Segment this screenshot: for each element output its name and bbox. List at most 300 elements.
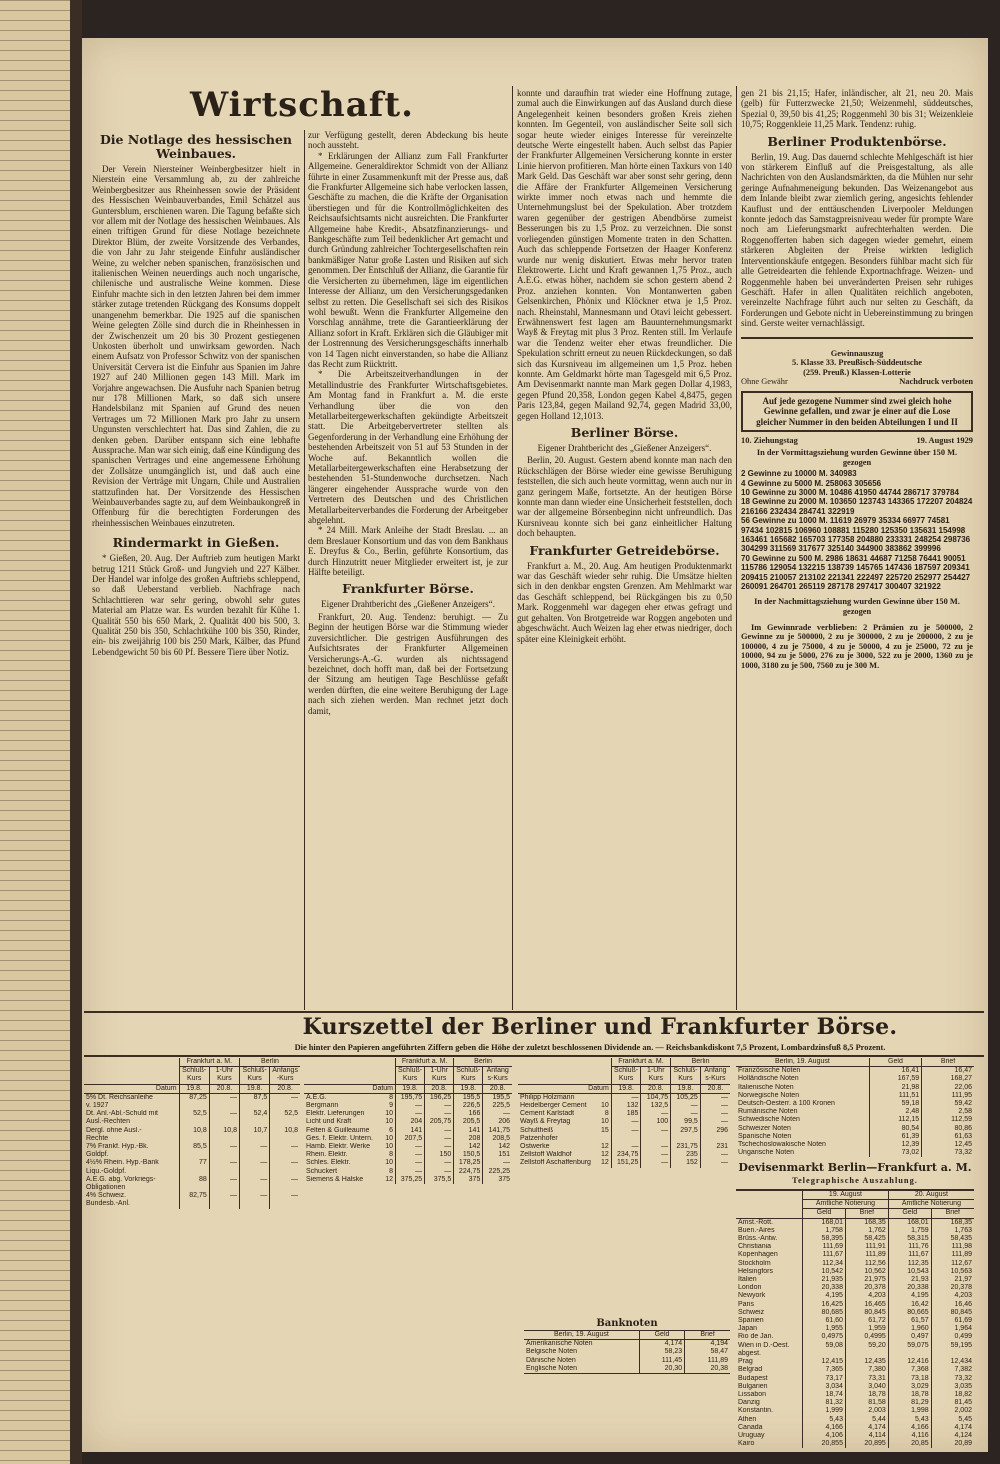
quote-value: 61,63 (922, 1133, 974, 1141)
quote-value: 10,8 (270, 1127, 300, 1143)
quote-value: 375 (454, 1176, 483, 1184)
table-row (736, 1133, 974, 1141)
header-date: 20.8. (209, 1084, 239, 1093)
quote-value: 111,45 (639, 1357, 684, 1365)
header-date: 19.8. (396, 1084, 425, 1093)
table-row (518, 1093, 730, 1102)
table-row (524, 1365, 730, 1374)
quote-value: — (611, 1127, 641, 1143)
table-row (304, 1127, 512, 1135)
quote-value: 208 (454, 1135, 483, 1143)
quote-value: 142 (454, 1143, 483, 1151)
rate-value: 21,97 (931, 1276, 974, 1284)
quote-value: 87,25 (179, 1093, 209, 1110)
quote-value: — (641, 1127, 671, 1143)
article-continuation: zur Verfügung gestellt, deren Abdeckung bis heute noch aussteht. (308, 130, 508, 151)
table-row (518, 1159, 730, 1167)
table-row (736, 1227, 974, 1235)
security-name: 7% Frankf. Hyp.-Bk. Goldpf. (86, 1143, 149, 1159)
quote-value: — (209, 1143, 239, 1159)
lottery-class: 5. Klasse 33. Preußisch-Süddeutsche (792, 358, 922, 368)
quote-value: 10,8 (179, 1127, 209, 1143)
quote-value: 10,8 (209, 1127, 239, 1143)
security-name: Ges. f. Elektr. Untern. (306, 1134, 373, 1142)
header-datum: Datum (518, 1084, 611, 1093)
morning-draw-heading: In der Vormittagsziehung wurden Gewinne über 150 M. gezogen (756, 448, 958, 467)
quote-value: — (270, 1176, 300, 1192)
table-row (524, 1340, 730, 1349)
rate-value: 1,964 (931, 1325, 974, 1333)
lottery-notice-box: Auf jede gezogene Nummer sind zwei gleich hohe Gewinne gefallen, und zwar je einer auf die Lose gleicher Nummer in den beiden Abteilungen I und II (741, 391, 973, 433)
security-name: Zellstoff Aschaffenburg (520, 1159, 591, 1167)
banknoten-table (524, 1330, 730, 1374)
dividend: 12 (600, 1151, 609, 1159)
table-row (304, 1118, 512, 1126)
quote-value: 132 (611, 1102, 641, 1110)
dividend: 10 (385, 1159, 394, 1167)
rate-value: 12,435 (845, 1358, 888, 1366)
rate-value: 5,44 (845, 1416, 888, 1424)
header-cell: Geld (869, 1058, 921, 1067)
table-row (736, 1284, 974, 1292)
security-name: Wayß & Freytag (520, 1118, 571, 1126)
blank-header (518, 1058, 611, 1084)
header-cell: Brief (685, 1331, 730, 1340)
rate-value: 12,434 (931, 1358, 974, 1366)
table-row (736, 1391, 974, 1399)
table-row (736, 1251, 974, 1259)
article-berliner-boerse: Berlin, 20. August. Gestern abend konnte man nach den Rückschlägen der Börse wieder eine gewisse Beruhigung feststellen, die sich auch heute vormittag, wenn auch nur in ganz geringem Maße, fortsetzte. An der heutigen Börse konnte man dann wieder eine Unsicherheit feststellen, doch war der allgemeine Börsenbeginn nicht unfreundlich. Das Kursniveau konnte sich bei ganz einheitlicher Haltung doch behaupten. (517, 455, 732, 539)
header-date: 19.8. (240, 1084, 270, 1093)
quote-value: 61,39 (869, 1133, 921, 1141)
stock-table-electrics (304, 1058, 512, 1184)
quote-value: 10,7 (240, 1127, 270, 1143)
header-date: 20.8. (270, 1084, 300, 1093)
table-row (736, 1067, 974, 1076)
table-row (524, 1348, 730, 1356)
table-row (84, 1143, 300, 1159)
rate-value: 1,960 (888, 1325, 931, 1333)
header-datum: Datum (84, 1084, 179, 1093)
quote-value: 16,41 (869, 1067, 921, 1076)
table-row (736, 1416, 974, 1424)
row-label: Englische Noten (526, 1364, 577, 1372)
security-name: Heidelberger Cement (520, 1102, 587, 1110)
rate-value: 20,338 (803, 1284, 846, 1292)
rate-value: 168,35 (931, 1218, 974, 1227)
quote-value: 150 (425, 1151, 454, 1159)
rate-value: 0,497 (888, 1333, 931, 1341)
dividend: 15 (600, 1126, 609, 1134)
rate-value: 112,56 (845, 1260, 888, 1268)
headline-weinbau: Die Notlage des hessischen Weinbaues. (99, 132, 293, 161)
quote-value: — (700, 1093, 730, 1102)
lottery-divider (741, 337, 973, 339)
security-name: 4% Schweiz. Bundesb.-Anl. (86, 1192, 130, 1208)
quote-value: 207,5 (396, 1135, 425, 1143)
quote-value: 166 (454, 1110, 483, 1118)
rate-value: 20,338 (888, 1284, 931, 1292)
currency-place: Spanien (738, 1317, 764, 1325)
rate-value: 111,67 (888, 1251, 931, 1259)
header-day1: 19. August (803, 1190, 889, 1200)
quote-value: 225,25 (483, 1168, 512, 1176)
quote-value: — (270, 1093, 300, 1110)
rate-value: 4,166 (803, 1424, 846, 1432)
security-name: Rhein. Elektr. (306, 1151, 348, 1159)
dividend (162, 1176, 179, 1192)
currency-place: Paris (738, 1300, 754, 1308)
quote-value: 73,32 (922, 1149, 974, 1157)
rate-value: 5,43 (888, 1416, 931, 1424)
header-day2: 20. August (888, 1190, 974, 1200)
table-row (736, 1325, 974, 1333)
table-row (304, 1143, 512, 1151)
quote-value: 52,5 (270, 1110, 300, 1126)
quote-value: 12,45 (922, 1141, 974, 1149)
quote-value: 111,51 (869, 1092, 921, 1100)
header-row (524, 1331, 730, 1340)
header-geld-brief: Brief (845, 1209, 888, 1218)
stock-table-bonds (84, 1058, 300, 1209)
currency-place: Canada (738, 1423, 763, 1431)
header-row (304, 1058, 512, 1067)
rate-value: 21,935 (803, 1276, 846, 1284)
quote-value: 85,5 (179, 1143, 209, 1159)
table-row (736, 1342, 974, 1358)
security-name: 5% Dt. Reichsanleihe v. 1927 (86, 1093, 153, 1110)
rate-value: 7,380 (845, 1366, 888, 1374)
table-row (736, 1141, 974, 1149)
quote-value: 205,5 (454, 1118, 483, 1126)
headline-berliner-boerse: Berliner Börse. (570, 425, 679, 440)
quote-value: 151,25 (611, 1159, 641, 1167)
rate-value: 1,955 (803, 1325, 846, 1333)
quote-value: 167,59 (869, 1075, 921, 1083)
section-title: Wirtschaft. (190, 85, 414, 125)
article-metallindustrie: * Die Arbeitszeitverhandlungen in der Metallindustrie des Frankfurter Wirtschaftsgebietes. Am Montag fand in Frankfurt a. M. die erste Verhandlung über die von den Metallarbeitergewerkschaften gekündigte Arbeitszeit statt. Die Arbeitgebervertreter stellten als Gegenforderung in der Verhandlung eine Erhöhung der bestehenden Arbeitszeit von 51 auf 53 Stunden in der Woche auf. Bekanntlich wollen die Metallarbeitergewerkschaften eine Herabsetzung der bestehenden 51-Stundenwoche durchsetzen. Nach längerer eingehender Aussprache wurde von den Vertretern des Deutschen und des Christlichen Metallarbeiterverbandes die Forderung der Arbeitgeber abgelehnt. (308, 369, 508, 526)
rate-value: 18,82 (931, 1391, 974, 1399)
security-name: Felten & Guilleaume (306, 1126, 370, 1134)
quote-value: 16,47 (922, 1067, 974, 1076)
header-kurs: Schluß-Kurs (611, 1067, 641, 1084)
table-row (736, 1125, 974, 1133)
rate-value: 2,002 (931, 1407, 974, 1415)
row-label: Schweizer Noten (738, 1124, 791, 1132)
lottery-number-line: 10 Gewinne zu 3000 M. 10486 41950 44744 286717 379784 (741, 488, 959, 497)
dividend (162, 1192, 179, 1208)
dividend: 9 (389, 1102, 394, 1110)
quote-value: — (671, 1110, 701, 1118)
security-name: Ostwerke (520, 1143, 550, 1151)
binding-gutter (70, 0, 82, 1464)
rate-value: 4,195 (803, 1292, 846, 1300)
quote-value: 77 (179, 1159, 209, 1175)
currency-place: Danzig (738, 1399, 760, 1407)
lottery-number-line: 2 Gewinne zu 10000 M. 340983 (741, 469, 857, 479)
quote-value: — (611, 1143, 641, 1151)
row-label: Dänische Noten (526, 1356, 576, 1364)
rate-value: 1,959 (845, 1325, 888, 1333)
header-cell: Berlin, 19. August (524, 1331, 639, 1340)
quote-value: 99,5 (671, 1118, 701, 1126)
headline-getreideboerse: Frankfurter Getreidebörse. (529, 542, 720, 558)
table-row (304, 1151, 512, 1159)
row-label: Norwegische Noten (738, 1091, 800, 1099)
quote-value: 22,06 (922, 1084, 974, 1092)
quote-value: 52,4 (240, 1110, 270, 1126)
quote-value: — (671, 1102, 701, 1110)
header-row (736, 1190, 974, 1200)
quote-value: 195,5 (483, 1093, 512, 1102)
rate-value: 16,42 (888, 1301, 931, 1309)
rate-value: 59,08 (803, 1342, 846, 1358)
quote-value: — (425, 1102, 454, 1110)
security-name: A.E.G. abg. Vorkriegs-Obligationen (86, 1175, 156, 1192)
rate-value: 20,855 (803, 1440, 846, 1448)
quote-value: 82,75 (179, 1192, 209, 1208)
header-date: 19.8. (179, 1084, 209, 1093)
table-top-rule (84, 1055, 984, 1057)
remaining-prizes-text: Im Gewinnrade verblieben: 2 Prämien zu je 500000, 2 Gewinne zu je 500000, 2 zu je 300000, 2 zu je 200000, 2 zu je 100000, 4 zu je 75000, 4 zu je 50000, 4 zu je 25000, 72 zu je 10000, 94 zu je 5000, 276 zu je 3000, 522 zu je 2000, 1360 zu je 1000, 3180 zu je 500, 7560 zu je 300 M. (741, 622, 973, 671)
quote-value: 168,27 (922, 1075, 974, 1083)
quote-value: 2,48 (869, 1108, 921, 1116)
rate-value: 2,003 (845, 1407, 888, 1415)
currency-place: Athen (738, 1415, 757, 1423)
rate-value: 5,43 (803, 1416, 846, 1424)
quote-value: — (483, 1159, 512, 1167)
lottery-number-line: 18 Gewinne zu 2000 M. 103650 123743 143365 172207 204824 216166 232434 284741 322919 (741, 497, 973, 516)
currency-place: Italien (738, 1276, 757, 1284)
row-label: Französische Noten (738, 1067, 801, 1075)
quote-value: — (425, 1135, 454, 1143)
currency-place: Lissabon (738, 1390, 767, 1398)
table-row (518, 1143, 730, 1151)
rate-value: 59,20 (845, 1342, 888, 1358)
header-date: 19.8. (611, 1084, 641, 1093)
stock-table (84, 1058, 300, 1209)
rate-value: 0,499 (931, 1333, 974, 1341)
table-row (736, 1399, 974, 1407)
rate-value: 4,195 (888, 1292, 931, 1300)
row-label: Tschechoslowakische Noten (738, 1141, 826, 1149)
quote-value: 73,02 (869, 1149, 921, 1157)
quote-value: — (641, 1151, 671, 1159)
table-row (518, 1151, 730, 1159)
quote-value: 195,75 (396, 1093, 425, 1102)
rate-value: 4,106 (803, 1432, 846, 1440)
currency-place: Stockholm (738, 1259, 771, 1267)
rate-value: 1,763 (931, 1227, 974, 1235)
table-row (304, 1135, 512, 1143)
stock-table (518, 1058, 730, 1168)
rate-value: 61,72 (845, 1317, 888, 1325)
quote-value: — (700, 1159, 730, 1167)
header-date: 20.8. (700, 1084, 730, 1093)
quote-value: — (396, 1102, 425, 1110)
grain-prices: gen 21 bis 21,15; Hafer, inländischer, alt 21, neu 20. Mais (gelb) für Futterzwecke 21,50; Weizenmehl, süddeutsches, Spezial 0, 39,50 bis 41,25; Roggenmehl 30 bis 31; Weizenkleie 10,75; Roggenkleie 11,25 Mark. Tendenz: ruhig. (741, 88, 973, 130)
header-kurs: Schluß-Kurs (240, 1067, 270, 1084)
dividend: 8 (389, 1167, 394, 1175)
table-row (736, 1432, 974, 1440)
security-name: Schuckert (306, 1167, 338, 1175)
dividend: 6 (389, 1126, 394, 1134)
quote-value: — (396, 1143, 425, 1151)
table-row (736, 1317, 974, 1325)
quote-value: — (425, 1110, 454, 1118)
security-name: Licht und Kraft (306, 1118, 352, 1126)
rate-value: 168,01 (888, 1218, 931, 1227)
rate-value: 111,91 (845, 1243, 888, 1251)
rate-value: 16,425 (803, 1301, 846, 1309)
quote-value: 111,89 (685, 1357, 730, 1365)
security-name: Elektr. Lieferungen (306, 1110, 365, 1118)
row-label: Italienische Noten (738, 1083, 794, 1091)
table-row (736, 1424, 974, 1432)
dividend: 10 (385, 1134, 394, 1142)
currency-place: Wien in D.-Oest. abgest. (738, 1341, 790, 1357)
table-row (84, 1176, 300, 1192)
security-name: Hamb. Elektr. Werke (306, 1143, 371, 1151)
quote-value: 375,25 (396, 1176, 425, 1184)
dividend: 8 (389, 1151, 394, 1159)
header-row (84, 1058, 300, 1067)
header-berlin: Berlin (454, 1058, 512, 1067)
quote-value: 105,25 (671, 1093, 701, 1102)
security-name: Philipp Holzmann (520, 1093, 575, 1101)
security-name: 4½% Rhein. Hyp.-Bank Liqu.-Goldpf. (86, 1159, 159, 1175)
article-rindermarkt: * Gießen, 20. Aug. Der Auftrieb zum heutigen Markt betrug 1211 Stück Groß- und Jungvieh und 227 Kälber. Der Handel war infolge des großen Auftriebs schleppend, so daß Ueberstand verblieb. Nachfrage nach Schlachttieren war sehr gering, obwohl sehr gutes Material am Platze war. Es wurden bezahlt für Kühe 1. Qualität 550 bis 650 Mark, 2. Qualität 400 bis 500, 3. Qualität 250 bis 350, Schlachtkühe 100 bis 350, Rinder, ein- bis zweijährig 100 bis 250 Mark, Kälber, das Pfund Lebendgewicht 50 bis 60 Pf. Bessere Tiere über Notiz. (92, 553, 300, 657)
foreign-notes-table (736, 1058, 974, 1157)
header-kurs: Anfangs-Kurs (700, 1067, 730, 1084)
quote-value: — (240, 1159, 270, 1175)
security-name: Dergl. ohne Ausl.-Rechte (86, 1126, 142, 1142)
quote-value: — (240, 1176, 270, 1192)
rate-value: 61,60 (803, 1317, 846, 1325)
rate-value: 112,34 (803, 1260, 846, 1268)
article-boerse-continuation: konnte und daraufhin trat wieder eine Hoffnung zutage, zumal auch die Einwirkungen auf das Ausland durch diese Angelegenheit keinen besonders großen Kreis ziehen konnten. Im Gegenteil, von ausländischer Seite soll sich sogar heute wieder einiges Interesse für vereinzelte deutsche Werte eingestellt haben. Auch selbst das Papier der Frankfurter Allgemeinen Versicherung konnte in erster Linie hiervon profitieren. Man hörte einen Taxkurs von 140 Mark Geld. Das Geschäft war aber sonst sehr gering, denn die Affäre der Frankfurter Allgemeinen Versicherung wirkte immer noch etwas nach und hemmte die Unternehmungslust bei der Spekulation. Aber trotzdem waren gegenüber der gestrigen Abendbörse zumeist Besserungen bis zu 1,5 Proz. zu verzeichnen. Die sonst vorliegenden günstigen Momente traten in den Schatten. Auch das schleppende Fortsetzen der Haager Konferenz wurde nur wenig diskutiert. Etwas mehr hervor traten Elektrowerte. Licht und Kraft gewannen 1,75 Proz., auch A.E.G. etwas höher, nachdem sie schon gestern abend 2 Proz. anziehen konnten. Von Montanwerten gaben Gelsenkirchen, Phönix und Klöckner etwa je 1,5 Proz. nach. Rheinstahl, Mannesmann und Otavi leicht gebessert. Erwähnenswert fest lagen am Bauunternehmungsmarkt Wayß & Freytag mit plus 3 Proz. Renten still. Im Verlaufe war die Tendenz weiter eher etwas freundlicher. Die Spekulation schritt erneut zu neuen Rückdeckungen, so daß sich das Kursniveau im allgemeinen um 1,5 Proz. heben konnte. Am Geldmarkt hörte man Tagesgeld mit 6,5 Proz. Am Devisenmarkt nannte man Mark gegen Dollar 4,1983, gegen Pfund 20,358, London gegen Kabel 4,8475, gegen Paris 123,84, gegen Mailand 92,74, gegen Madrid 33,00, gegen Holland 12,1013. (517, 88, 732, 421)
dividend: 10 (385, 1118, 394, 1126)
security-name: Schultheiß Patzenhofer (520, 1126, 558, 1142)
quote-value: — (611, 1093, 641, 1102)
table-row (84, 1159, 300, 1175)
lottery-title: Gewinnauszug (830, 348, 884, 358)
morning-draw-numbers (741, 469, 973, 591)
header-kurs: 1-Uhr Kurs (209, 1067, 239, 1084)
table-row (736, 1375, 974, 1383)
quote-value: — (209, 1093, 239, 1110)
header-kurs: 1-Uhr Kurs (425, 1067, 454, 1084)
rate-value: 1,758 (803, 1227, 846, 1235)
currency-place: Brüss.-Antw. (738, 1235, 778, 1243)
rate-value: 10,543 (888, 1268, 931, 1276)
date-row (304, 1084, 512, 1093)
dividend (594, 1093, 611, 1102)
dividend: 10 (600, 1118, 609, 1126)
draw-date: 19. August 1929 (916, 436, 973, 446)
table-row (736, 1440, 974, 1448)
table-row (84, 1192, 300, 1208)
column-rule (736, 86, 737, 1010)
rate-value: 7,365 (803, 1366, 846, 1374)
lottery-name: (259. Preuß.) Klassen-Lotterie (803, 367, 911, 377)
table-row (736, 1301, 974, 1309)
column-1 (92, 128, 300, 657)
header-berlin: Berlin (240, 1058, 301, 1067)
rate-value: 73,31 (845, 1375, 888, 1383)
currency-place: Prag (738, 1358, 753, 1366)
quote-value: — (700, 1102, 730, 1110)
rate-value: 4,114 (845, 1432, 888, 1440)
table-row (304, 1159, 512, 1167)
rate-value: 4,174 (845, 1424, 888, 1432)
column-rule (304, 130, 305, 1010)
dividend: 10 (385, 1143, 394, 1151)
quote-value: 204 (396, 1118, 425, 1126)
rate-value: 3,035 (931, 1383, 974, 1391)
rate-value: 1,759 (888, 1227, 931, 1235)
rate-value: 4,124 (931, 1432, 974, 1440)
banknotes-table-block (736, 1058, 974, 1448)
stock-table (304, 1058, 512, 1184)
currency-place: Helsingfors (738, 1267, 774, 1275)
table-row (736, 1268, 974, 1276)
stock-table-industrials (518, 1058, 730, 1168)
rate-value: 21,975 (845, 1276, 888, 1284)
article-getreideboerse: Frankfurt a. M., 20. Aug. Am heutigen Produktenmarkt war das Geschäft wieder sehr ruhig. Die Umsätze hielten sich in den denkbar engsten Grenzen. Am Mehlmarkt war das Geschäft schleppend, bei Rückgängen bis zu 0,50 Mark. Roggenmehl war dagegen eher etwas gefragt und gut gehalten. Von Brotgetreide war Roggen angeboten und abgeschwächt. Auch Weizen lag eher etwas niedriger, doch später eine Kleinigkeit erhöht. (517, 560, 732, 644)
headline-produktenboerse: Berliner Produktenbörse. (767, 133, 947, 149)
column-2 (308, 130, 508, 716)
rate-value: 4,203 (845, 1292, 888, 1300)
header-berlin: Berlin (671, 1058, 730, 1067)
rate-value: 80,845 (845, 1309, 888, 1317)
rate-value: 0,4975 (803, 1333, 846, 1341)
devisen-title: Devisenmarkt Berlin—Frankfurt a. M. (738, 1161, 972, 1175)
quote-value: — (209, 1159, 239, 1175)
header-official: Amtliche Notierung (888, 1200, 974, 1209)
draw-day: 10. Ziehungstag (741, 436, 798, 446)
currency-place: Newyork (738, 1292, 766, 1300)
header-geld-brief: Geld (803, 1209, 846, 1218)
row-label: Deutsch-Oesterr. à 100 Kronen (738, 1100, 835, 1108)
header-datum: Datum (304, 1084, 396, 1093)
getreideboerse-block (517, 544, 732, 644)
kurszettel-subtitle: Die hinter den Papieren angeführten Ziffern geben die Höhe der zuletzt beschlossenen Dividende an. — Reichsbankdiskont 7,5 Prozent, Lombardzinsfuß 8,5 Prozent. (294, 1043, 886, 1052)
quote-value: 206 (483, 1118, 512, 1126)
dividend: 12 (600, 1159, 609, 1167)
table-row (736, 1084, 974, 1092)
headline-rindermarkt: Rindermarkt in Gießen. (112, 535, 280, 551)
header-kurs: 1-Uhr Kurs (641, 1067, 671, 1084)
rate-value: 3,029 (888, 1383, 931, 1391)
rate-value: 18,78 (888, 1391, 931, 1399)
row-label: Schwedische Noten (738, 1116, 800, 1124)
rate-value: 80,685 (803, 1309, 846, 1317)
currency-place: Japan (738, 1325, 758, 1333)
quote-value: 150,5 (454, 1151, 483, 1159)
table-row (518, 1127, 730, 1143)
rate-value: 73,17 (803, 1375, 846, 1383)
column-rule (512, 86, 513, 1010)
quote-value: 80,86 (922, 1125, 974, 1133)
quote-value: 112,15 (869, 1116, 921, 1124)
dividend (162, 1093, 179, 1110)
security-name: A.E.G. (306, 1093, 327, 1101)
quote-value: — (396, 1151, 425, 1159)
date-row (84, 1084, 300, 1093)
table-row (736, 1276, 974, 1284)
rate-value: 20,85 (888, 1440, 931, 1448)
